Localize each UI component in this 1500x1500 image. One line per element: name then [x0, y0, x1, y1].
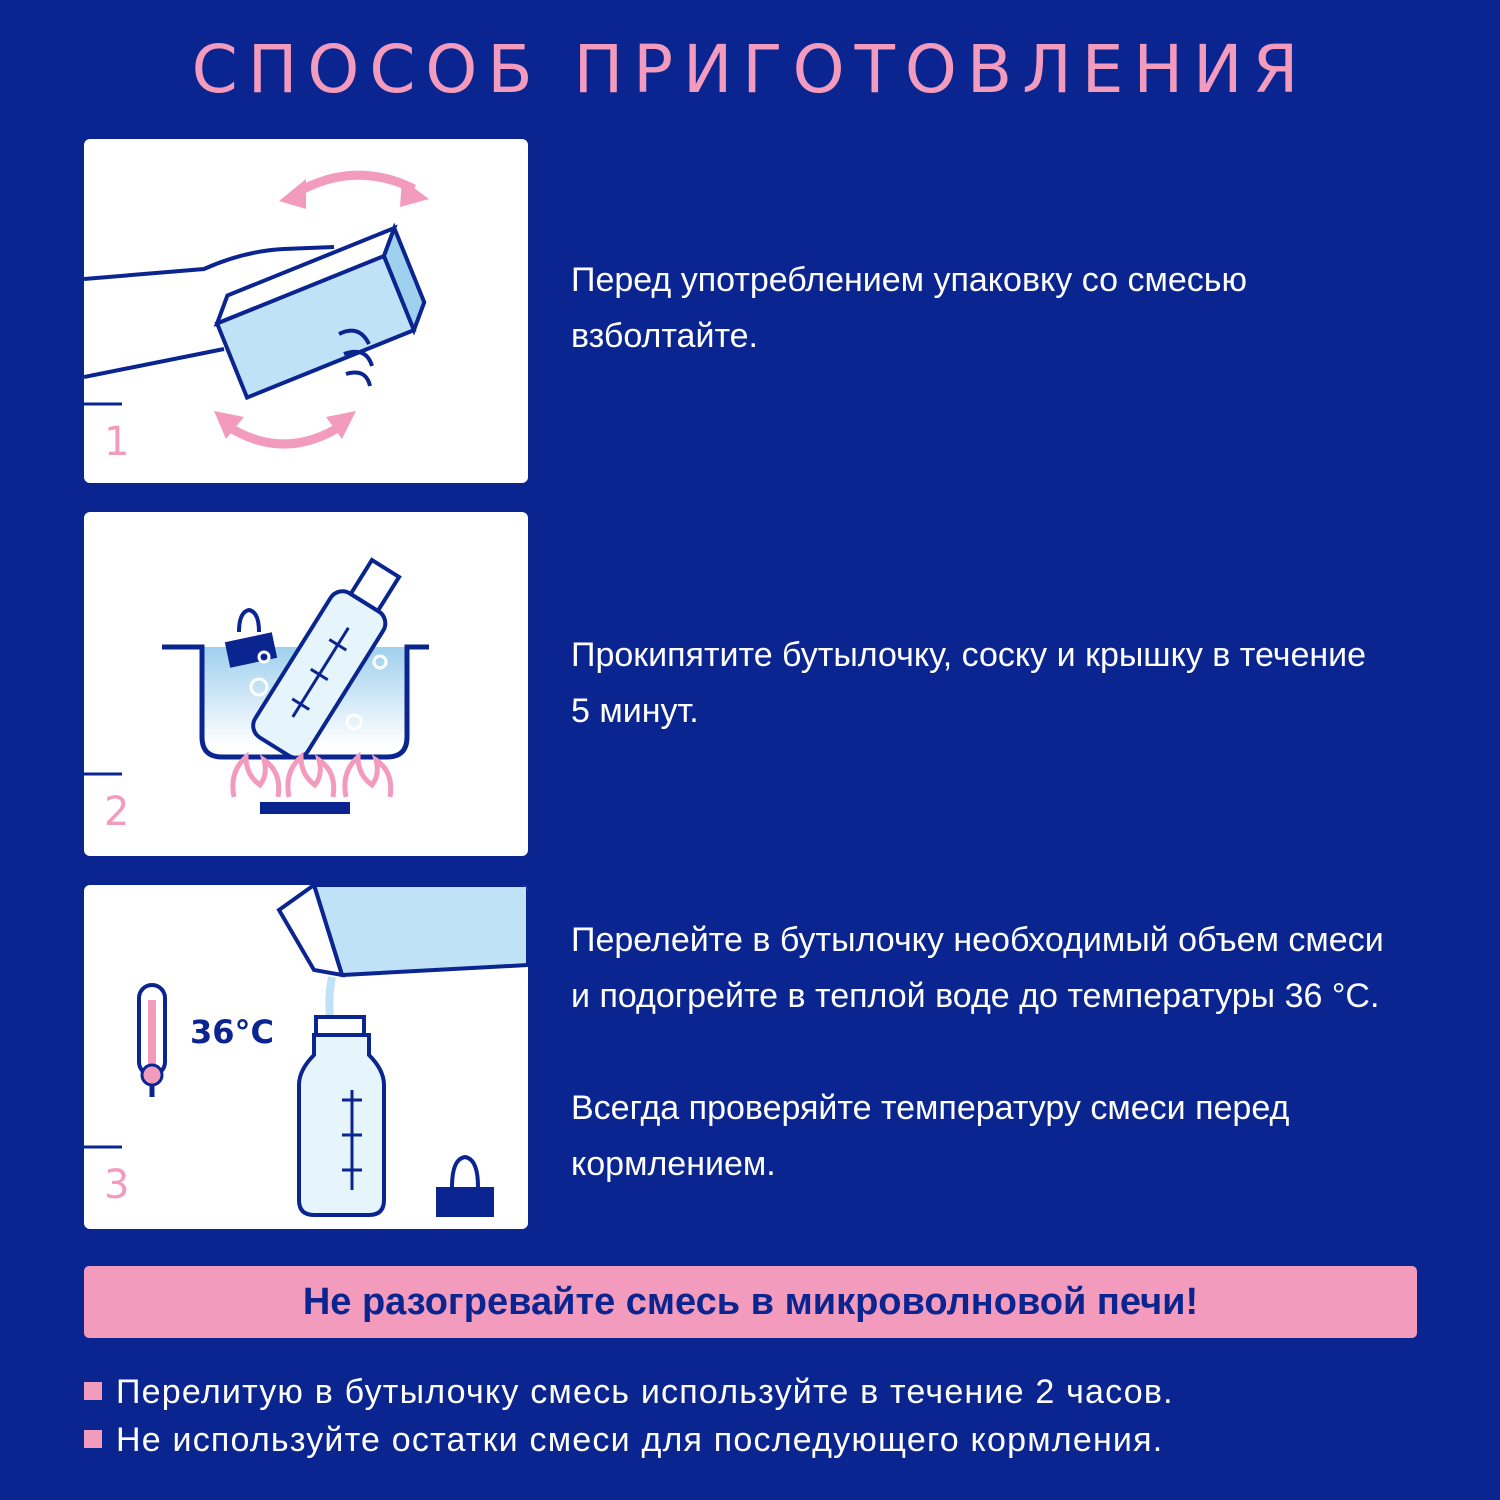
note-text: Не используйте остатки смеси для последующего кормления. — [116, 1421, 1164, 1459]
thermometer-label: 36°C — [190, 1013, 275, 1051]
step-3-extra-line-1: Всегда проверяйте температуру смеси перед — [571, 1089, 1290, 1127]
page-title: СПОСОБ ПРИГОТОВЛЕНИЯ — [191, 31, 1309, 108]
note-item — [84, 1368, 1434, 1416]
step-3-line-1: Перелейте в бутылочку необходимый объем смеси — [571, 921, 1384, 959]
step-1-line-1: Перед употреблением упаковку со смесью — [571, 261, 1247, 299]
note-text: Перелитую в бутылочку смесь используйте в течение 2 часов. — [116, 1373, 1174, 1411]
step-1-text — [571, 252, 1451, 364]
bullet-square-icon — [84, 1430, 102, 1448]
step-2-line-2: 5 минут. — [571, 692, 699, 730]
notes-list — [84, 1368, 1434, 1464]
step-3-text — [571, 912, 1451, 1192]
step-2-illustration — [84, 512, 528, 856]
thermometer-icon — [139, 985, 165, 1097]
shake-pack-icon — [84, 139, 528, 483]
step-3-illustration — [84, 885, 528, 1229]
step-3-number: 3 — [104, 1162, 130, 1208]
bullet-square-icon — [84, 1382, 102, 1400]
nipple-icon — [436, 1157, 494, 1217]
pour-bottle-icon — [84, 885, 528, 1229]
step-3-line-2: и подогрейте в теплой воде до температуры 36 °C. — [571, 977, 1380, 1015]
step-2-line-1: Прокипятите бутылочку, соску и крышку в течение — [571, 636, 1367, 674]
step-2-text — [571, 627, 1451, 739]
step-3-extra-line-2: кормлением. — [571, 1145, 776, 1183]
step-1-number: 1 — [104, 419, 130, 465]
step-1-line-2: взболтайте. — [571, 317, 758, 355]
microwave-warning-banner: Не разогревайте смесь в микроволновой печи! — [84, 1266, 1417, 1338]
step-2-number: 2 — [104, 789, 130, 835]
boil-pot-icon — [84, 512, 528, 856]
note-item — [84, 1416, 1434, 1464]
step-1-illustration — [84, 139, 528, 483]
